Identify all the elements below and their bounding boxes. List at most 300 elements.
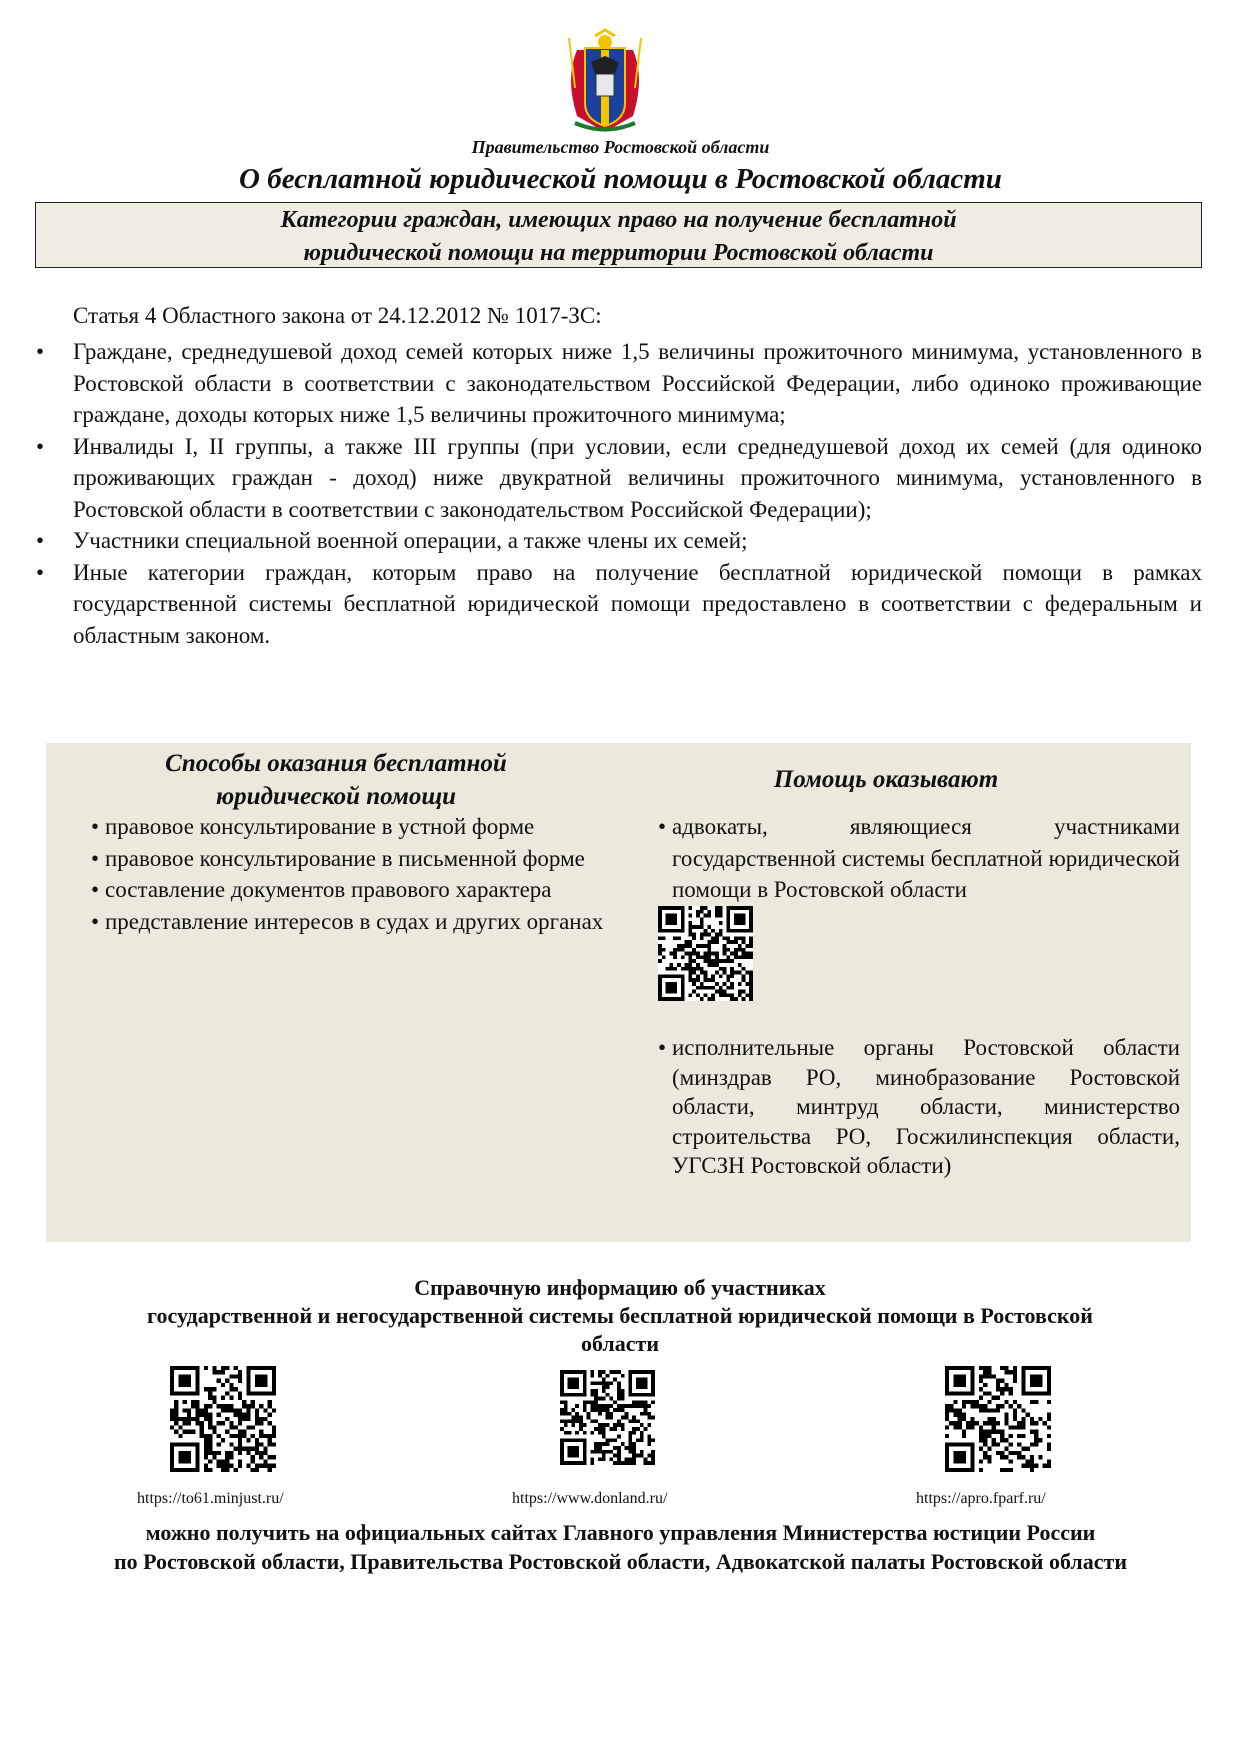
qr-module (221, 1366, 225, 1370)
qr-module (962, 1430, 966, 1434)
qr-module (647, 1412, 651, 1416)
list-item: • составление документов правового характера (91, 874, 641, 906)
qr-finder-pattern (734, 914, 745, 925)
qr-module (617, 1408, 621, 1412)
qr-module (195, 1408, 199, 1412)
qr-module (723, 944, 727, 948)
qr-module (685, 940, 689, 944)
qr-module (583, 1423, 587, 1427)
qr-code-minjust (170, 1366, 276, 1472)
qr-module (212, 1455, 216, 1459)
qr-module (1047, 1417, 1051, 1421)
qr-module (212, 1425, 216, 1429)
providers-list-lawyers (658, 811, 1180, 906)
qr-module (723, 948, 727, 952)
qr-module (711, 978, 715, 982)
qr-module (715, 955, 719, 959)
qr-module (613, 1423, 617, 1427)
qr-module (992, 1442, 996, 1446)
qr-module (700, 971, 704, 975)
qr-module (658, 952, 662, 956)
qr-module (730, 940, 734, 944)
qr-module (1004, 1383, 1008, 1387)
qr-module (246, 1451, 250, 1455)
list-item: • представление интересов в судах и других органах (91, 906, 641, 938)
qr-module (987, 1434, 991, 1438)
qr-module (715, 933, 719, 937)
qr-module (962, 1434, 966, 1438)
qr-module (1030, 1464, 1034, 1468)
qr-finder-pattern (636, 1378, 647, 1389)
qr-module (628, 1435, 632, 1439)
qr-module (621, 1389, 625, 1393)
qr-module (1009, 1434, 1013, 1438)
qr-module (700, 936, 704, 940)
qr-module (970, 1400, 974, 1404)
qr-module (692, 978, 696, 982)
link-apro[interactable]: https://apro.fparf.ru/ (916, 1490, 1046, 1507)
qr-module (644, 1408, 648, 1412)
qr-module (613, 1400, 617, 1404)
link-donland[interactable]: https://www.donland.ru/ (512, 1490, 668, 1507)
qr-module (617, 1370, 621, 1374)
qr-module (719, 914, 723, 918)
qr-module (602, 1442, 606, 1446)
qr-module (238, 1434, 242, 1438)
qr-module (238, 1379, 242, 1383)
qr-module (602, 1408, 606, 1412)
qr-module (221, 1459, 225, 1463)
qr-module (208, 1396, 212, 1400)
qr-module (1034, 1438, 1038, 1442)
bullet-icon: • (91, 908, 100, 934)
qr-module (204, 1447, 208, 1451)
qr-module (195, 1413, 199, 1417)
qr-module (221, 1383, 225, 1387)
list-item: • исполнительные органы Ростовской области (минздрав РО, минобразование Ростовской области, минтруд области, министерство строительства РО, Госжилинспекция области, УГСЗН Ростовской области) (658, 1035, 1180, 1178)
qr-module (730, 982, 734, 986)
qr-finder-pattern (953, 1451, 966, 1464)
qr-module (962, 1413, 966, 1417)
qr-module (564, 1400, 568, 1404)
qr-module (208, 1468, 212, 1472)
qr-module (225, 1379, 229, 1383)
qr-module (662, 948, 666, 952)
qr-finder-pattern (568, 1446, 579, 1457)
qr-module (229, 1434, 233, 1438)
qr-module (685, 944, 689, 948)
qr-module (251, 1404, 255, 1408)
qr-module (1017, 1451, 1021, 1455)
methods-heading: Способы оказания бесплатной юридической помощи (165, 750, 507, 810)
qr-module (594, 1397, 598, 1401)
qr-module (992, 1430, 996, 1434)
qr-module (738, 955, 742, 959)
qr-module (726, 974, 730, 978)
qr-module (673, 955, 677, 959)
qr-module (225, 1366, 229, 1370)
qr-module (987, 1417, 991, 1421)
qr-module (1013, 1425, 1017, 1429)
qr-module (1000, 1451, 1004, 1455)
qr-module (696, 967, 700, 971)
qr-module (246, 1408, 250, 1412)
qr-module (628, 1404, 632, 1408)
qr-module (200, 1408, 204, 1412)
qr-module (238, 1421, 242, 1425)
qr-module (749, 936, 753, 940)
qr-module (602, 1389, 606, 1393)
qr-module (602, 1454, 606, 1458)
qr-module (174, 1430, 178, 1434)
qr-module (583, 1408, 587, 1412)
qr-module (704, 955, 708, 959)
qr-module (609, 1438, 613, 1442)
qr-module (617, 1450, 621, 1454)
qr-module (632, 1416, 636, 1420)
qr-module (987, 1430, 991, 1434)
qr-module (983, 1370, 987, 1374)
qr-module (579, 1416, 583, 1420)
qr-module (246, 1417, 250, 1421)
qr-module (174, 1408, 178, 1412)
qr-module (696, 963, 700, 967)
qr-module (692, 948, 696, 952)
qr-module (609, 1370, 613, 1374)
qr-module (640, 1454, 644, 1458)
qr-module (647, 1404, 651, 1408)
qr-module (632, 1446, 636, 1450)
qr-module (704, 974, 708, 978)
qr-module (1047, 1434, 1051, 1438)
qr-module (734, 936, 738, 940)
qr-module (1034, 1434, 1038, 1438)
qr-module (1000, 1455, 1004, 1459)
qr-module (609, 1397, 613, 1401)
qr-module (564, 1412, 568, 1416)
qr-module (617, 1393, 621, 1397)
qr-module (730, 997, 734, 1001)
qr-module (688, 971, 692, 975)
qr-module (707, 933, 711, 937)
qr-module (606, 1404, 610, 1408)
qr-module (745, 955, 749, 959)
qr-module (221, 1408, 225, 1412)
qr-module (587, 1412, 591, 1416)
qr-module (625, 1457, 629, 1461)
qr-module (195, 1417, 199, 1421)
qr-module (217, 1421, 221, 1425)
categories-heading-line-2: юридической помощи на территории Ростовской области (303, 240, 934, 266)
qr-module (598, 1374, 602, 1378)
qr-module (217, 1370, 221, 1374)
qr-module (723, 936, 727, 940)
qr-module (723, 967, 727, 971)
qr-finder-pattern (666, 914, 677, 925)
qr-module (677, 948, 681, 952)
qr-module (564, 1431, 568, 1435)
qr-module (987, 1455, 991, 1459)
qr-module (178, 1434, 182, 1438)
qr-module (749, 982, 753, 986)
qr-module (251, 1468, 255, 1472)
qr-module (987, 1370, 991, 1374)
qr-module (726, 978, 730, 982)
qr-module (587, 1416, 591, 1420)
qr-module (692, 967, 696, 971)
qr-module (696, 925, 700, 929)
bullet-icon: • (36, 528, 45, 553)
bullet-icon: • (91, 877, 100, 902)
list-item: • правовое консультирование в устной форме (91, 811, 641, 843)
qr-module (949, 1404, 953, 1408)
government-name: Правительство Ростовской области (471, 137, 770, 157)
list-item: • Граждане, среднедушевой доход семей которых ниже 1,5 величины прожиточного минимума, установленного в Ростовской области в соответствии с законодательством Российской Федерации, либо одиноко проживающие граждане, доходы которых ниже 1,5 величины прожиточного минимума; (30, 336, 1202, 431)
qr-module (590, 1381, 594, 1385)
qr-module (719, 993, 723, 997)
qr-module (1034, 1464, 1038, 1468)
qr-module (590, 1374, 594, 1378)
qr-module (221, 1404, 225, 1408)
qr-module (688, 906, 692, 910)
qr-module (268, 1455, 272, 1459)
qr-module (738, 944, 742, 948)
qr-module (685, 952, 689, 956)
qr-module (707, 955, 711, 959)
qr-module (191, 1417, 195, 1421)
qr-module (1013, 1413, 1017, 1417)
qr-module (707, 986, 711, 990)
qr-module (571, 1419, 575, 1423)
qr-module (640, 1438, 644, 1442)
qr-module (575, 1412, 579, 1416)
qr-module (255, 1421, 259, 1425)
qr-module (191, 1404, 195, 1408)
qr-module (238, 1430, 242, 1434)
qr-module (602, 1457, 606, 1461)
qr-module (217, 1404, 221, 1408)
qr-module (208, 1442, 212, 1446)
qr-module (742, 940, 746, 944)
qr-module (1009, 1459, 1013, 1463)
qr-module (602, 1381, 606, 1385)
qr-module (229, 1464, 233, 1468)
qr-module (996, 1430, 1000, 1434)
qr-module (730, 974, 734, 978)
qr-module (692, 959, 696, 963)
qr-module (238, 1417, 242, 1421)
qr-module (268, 1434, 272, 1438)
qr-code-lawyers (658, 906, 753, 1001)
qr-module (255, 1451, 259, 1455)
qr-module (1009, 1442, 1013, 1446)
qr-module (590, 1457, 594, 1461)
qr-module (221, 1438, 225, 1442)
qr-module (208, 1451, 212, 1455)
qr-module (983, 1404, 987, 1408)
qr-module (669, 963, 673, 967)
qr-module (983, 1408, 987, 1412)
qr-module (979, 1404, 983, 1408)
list-item: • Иные категории граждан, которым право на получение бесплатной юридической помощи в рамках государственной системы бесплатной юридической помощи предоставлено в соответствии с федеральным и областным законом. (30, 557, 1202, 652)
qr-module (579, 1419, 583, 1423)
qr-module (204, 1413, 208, 1417)
official-sites-note: можно получить на официальных сайтах Главного управления Министерства юстиции России по Ростовской области, Правительства Ростовской области, Адвокатской палаты Ростовской области (113, 1520, 1128, 1574)
qr-module (225, 1464, 229, 1468)
qr-module (742, 936, 746, 940)
qr-module (598, 1431, 602, 1435)
qr-module (669, 952, 673, 956)
qr-module (945, 1413, 949, 1417)
qr-module (1004, 1413, 1008, 1417)
qr-module (953, 1413, 957, 1417)
qr-module (564, 1404, 568, 1408)
qr-module (178, 1417, 182, 1421)
qr-module (594, 1442, 598, 1446)
qr-module (609, 1412, 613, 1416)
qr-module (749, 990, 753, 994)
qr-module (1000, 1468, 1004, 1472)
qr-module (268, 1438, 272, 1442)
qr-module (568, 1431, 572, 1435)
qr-module (1009, 1370, 1013, 1374)
qr-module (268, 1442, 272, 1446)
qr-module (246, 1425, 250, 1429)
qr-module (628, 1431, 632, 1435)
qr-module (673, 936, 677, 940)
qr-module (208, 1421, 212, 1425)
qr-module (742, 978, 746, 982)
qr-code-donland (560, 1370, 655, 1465)
qr-module (246, 1464, 250, 1468)
qr-module (621, 1397, 625, 1401)
qr-module (272, 1464, 276, 1468)
bullet-icon: • (36, 339, 45, 364)
qr-module (242, 1430, 246, 1434)
qr-module (987, 1366, 991, 1370)
qr-module (621, 1374, 625, 1378)
qr-module (272, 1442, 276, 1446)
qr-module (208, 1387, 212, 1391)
qr-module (602, 1397, 606, 1401)
qr-module (636, 1419, 640, 1423)
qr-module (734, 948, 738, 952)
qr-module (225, 1408, 229, 1412)
link-minjust[interactable]: https://to61.minjust.ru/ (137, 1490, 284, 1507)
qr-module (696, 993, 700, 997)
qr-module (970, 1425, 974, 1429)
qr-module (590, 1370, 594, 1374)
qr-module (568, 1419, 572, 1423)
qr-module (212, 1430, 216, 1434)
list-item: • Участники специальной военной операции, а также члены их семей; (30, 525, 1202, 557)
qr-module (238, 1464, 242, 1468)
qr-module (625, 1404, 629, 1408)
qr-module (1013, 1379, 1017, 1383)
qr-module (647, 1423, 651, 1427)
qr-module (688, 921, 692, 925)
qr-module (979, 1438, 983, 1442)
qr-module (696, 944, 700, 948)
qr-module (200, 1430, 204, 1434)
qr-module (987, 1400, 991, 1404)
qr-module (987, 1459, 991, 1463)
qr-module (651, 1454, 655, 1458)
qr-module (234, 1434, 238, 1438)
qr-module (685, 963, 689, 967)
qr-module (204, 1387, 208, 1391)
qr-module (238, 1442, 242, 1446)
qr-module (953, 1400, 957, 1404)
providers-heading: Помощь оказывают (773, 766, 999, 793)
qr-module (704, 993, 708, 997)
qr-module (962, 1417, 966, 1421)
qr-module (204, 1451, 208, 1455)
qr-module (1000, 1430, 1004, 1434)
qr-module (723, 990, 727, 994)
qr-module (606, 1423, 610, 1427)
qr-module (170, 1413, 174, 1417)
law-article-reference: Статья 4 Областного закона от 24.12.2012 № 1017-ЗС: (73, 303, 602, 328)
qr-module (953, 1425, 957, 1429)
qr-module (700, 955, 704, 959)
qr-module (983, 1455, 987, 1459)
qr-module (625, 1446, 629, 1450)
qr-module (617, 1404, 621, 1408)
qr-module (268, 1413, 272, 1417)
qr-module (229, 1451, 233, 1455)
qr-module (212, 1370, 216, 1374)
qr-module (636, 1438, 640, 1442)
qr-module (958, 1425, 962, 1429)
qr-module (617, 1457, 621, 1461)
qr-module (711, 940, 715, 944)
qr-module (571, 1408, 575, 1412)
qr-module (734, 997, 738, 1001)
qr-module (234, 1425, 238, 1429)
qr-module (590, 1389, 594, 1393)
qr-module (1017, 1455, 1021, 1459)
qr-module (715, 959, 719, 963)
qr-module (983, 1374, 987, 1378)
qr-module (575, 1404, 579, 1408)
qr-module (1047, 1400, 1051, 1404)
qr-module (212, 1396, 216, 1400)
qr-module (975, 1404, 979, 1408)
qr-module (726, 986, 730, 990)
qr-module (715, 971, 719, 975)
qr-module (217, 1379, 221, 1383)
qr-module (996, 1387, 1000, 1391)
qr-module (183, 1408, 187, 1412)
page-title: О бесплатной юридической помощи в Ростовской области (239, 163, 1002, 195)
qr-module (719, 933, 723, 937)
qr-module (251, 1459, 255, 1463)
qr-finder-pattern (178, 1451, 191, 1464)
qr-module (221, 1370, 225, 1374)
qr-module (1047, 1442, 1051, 1446)
qr-module (602, 1450, 606, 1454)
qr-module (979, 1430, 983, 1434)
qr-module (590, 1419, 594, 1423)
qr-module (195, 1421, 199, 1425)
qr-module (658, 948, 662, 952)
qr-module (707, 910, 711, 914)
qr-module (1026, 1447, 1030, 1451)
qr-module (598, 1412, 602, 1416)
qr-module (251, 1425, 255, 1429)
qr-module (996, 1421, 1000, 1425)
